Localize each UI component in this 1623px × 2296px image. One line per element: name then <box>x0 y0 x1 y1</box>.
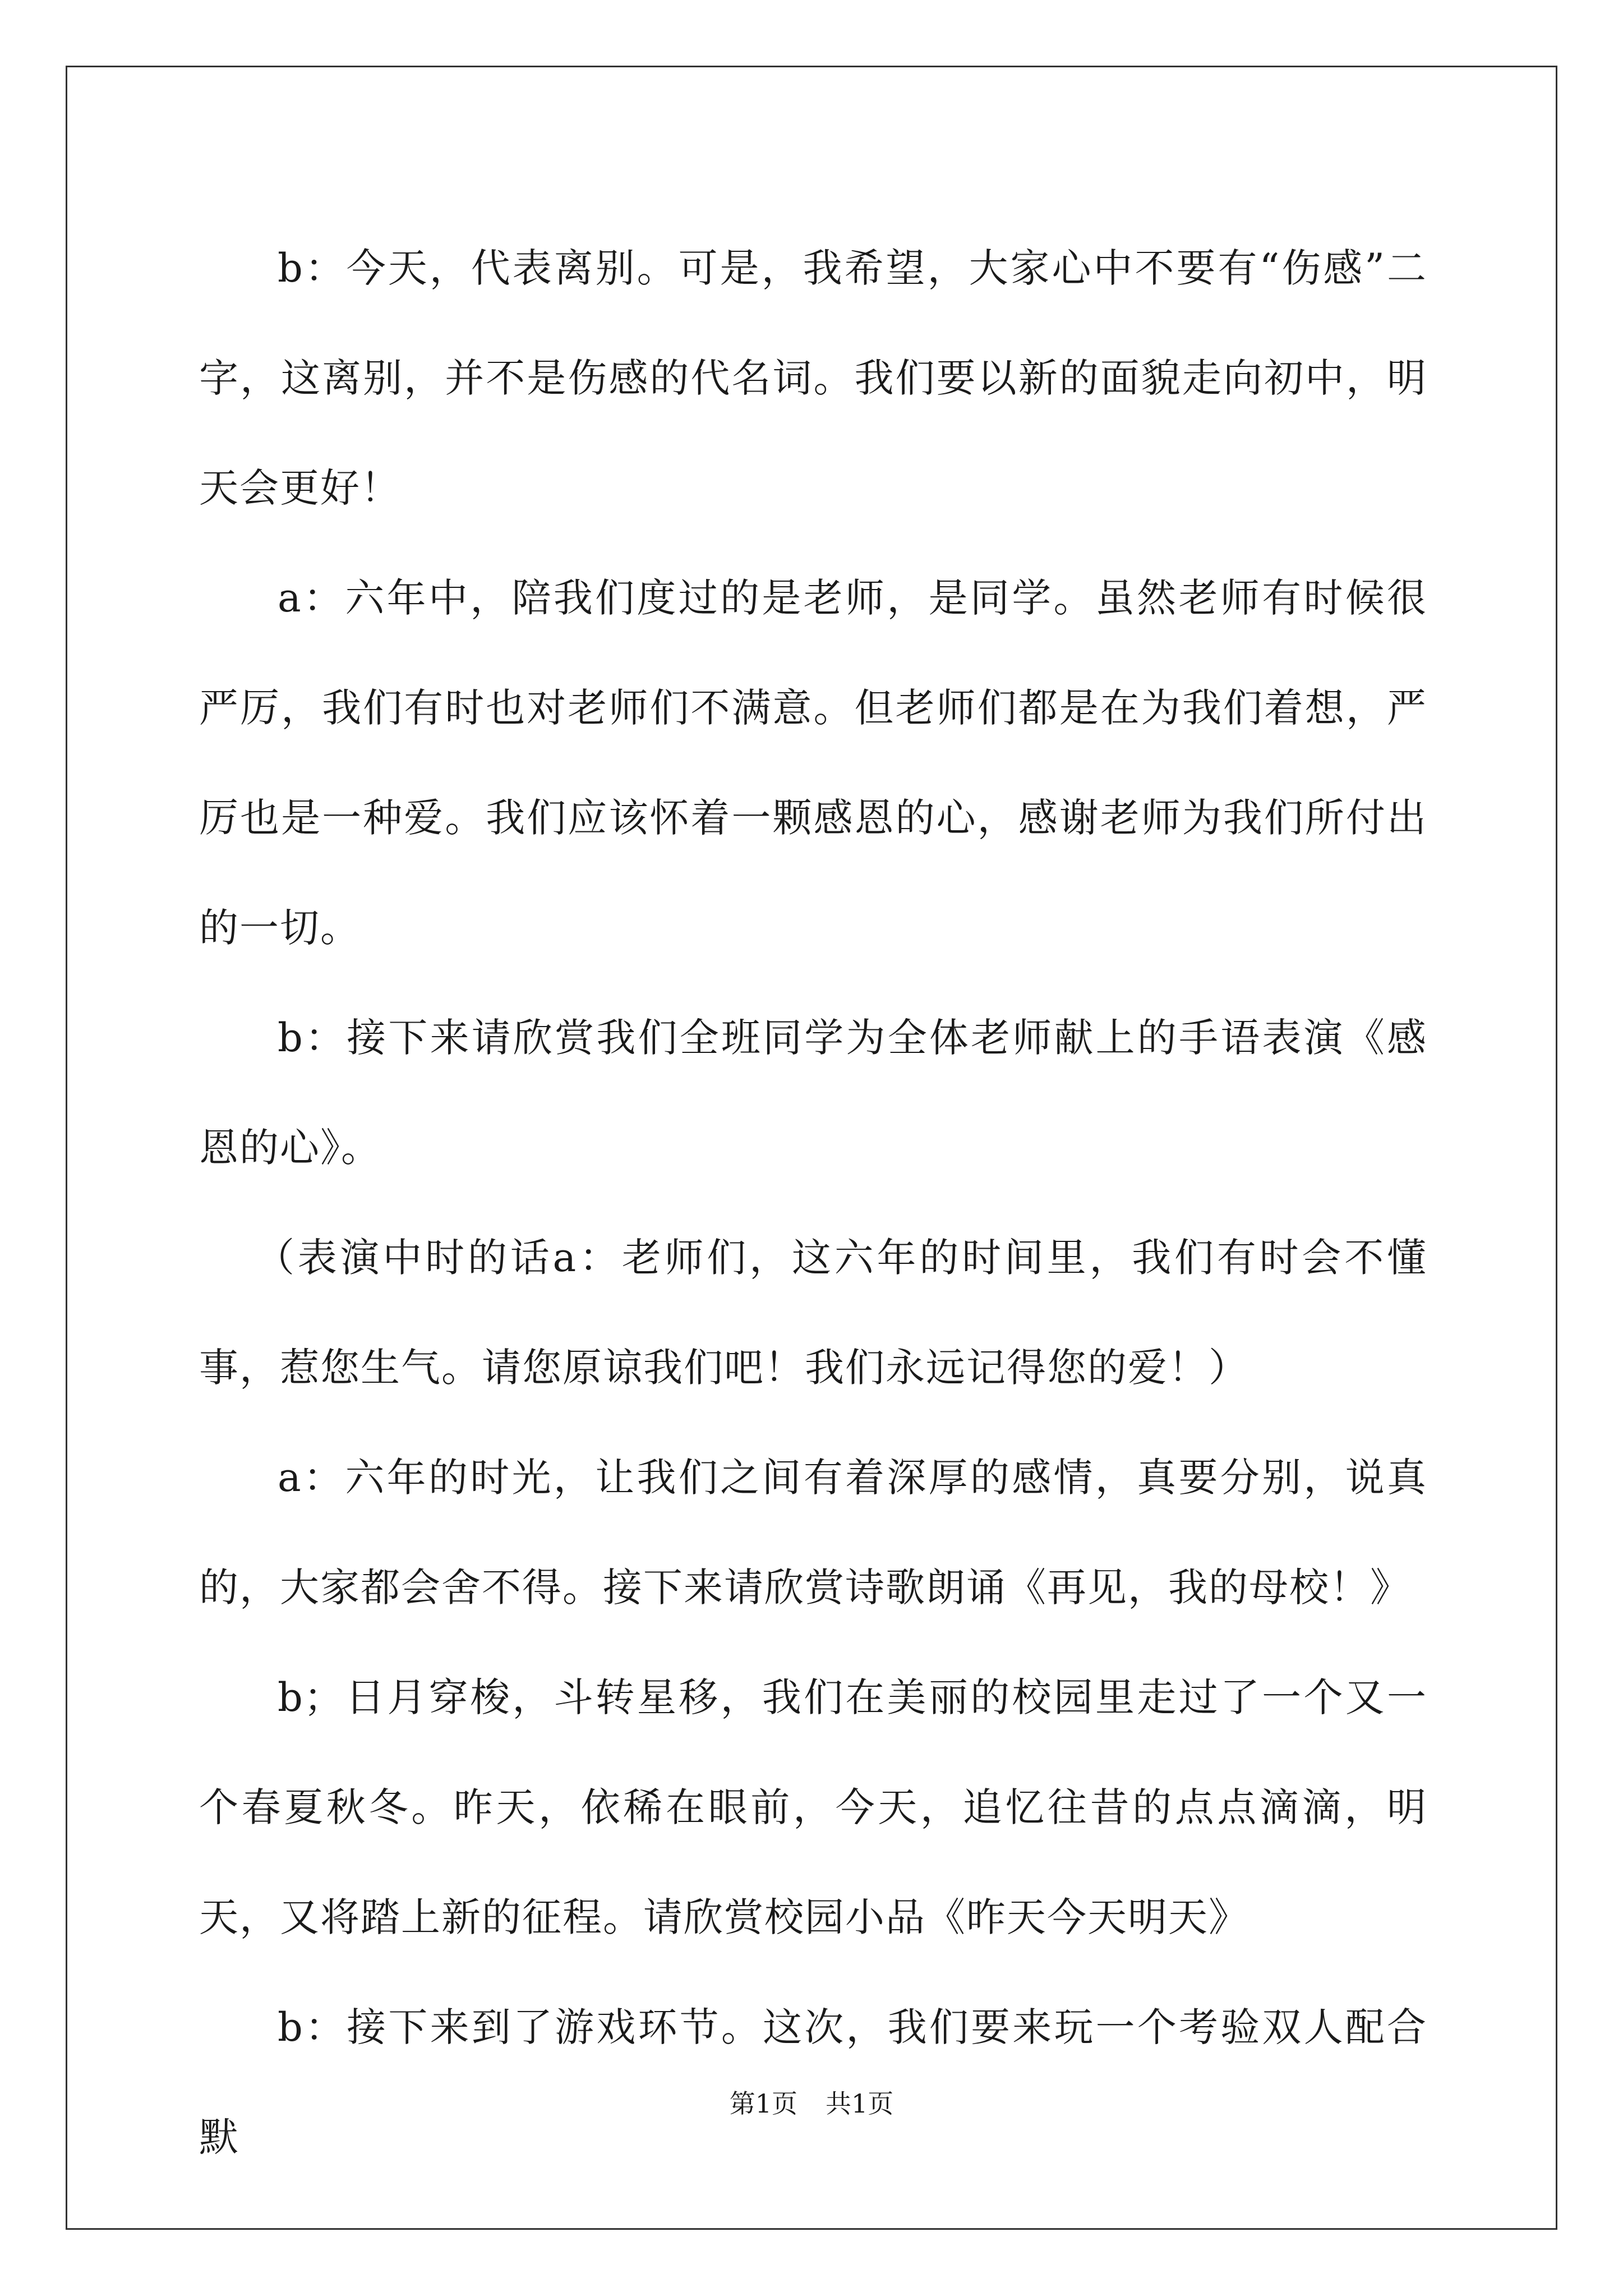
paragraph: b：接下来请欣赏我们全班同学为全体老师献上的手语表演《感恩的心》。 <box>199 1015 1427 1171</box>
page-footer <box>0 2087 1623 2120</box>
paragraph: a：六年的时光，让我们之间有着深厚的感情，真要分别，说真的，大家都会舍不得。接下来请欣赏诗歌朗诵《再见，我的母校！》 <box>199 1455 1427 1611</box>
paragraph: a：六年中，陪我们度过的是老师，是同学。虽然老师有时候很严厉，我们有时也对老师们不满意。但老师们都是在为我们着想，严厉也是一种爱。我们应该怀着一颗感恩的心，感谢老师为我们所付出的一切。 <box>199 575 1427 951</box>
paragraph: （表演中时的话a：老师们，这六年的时间里，我们有时会不懂事，惹您生气。请您原谅我们吧！我们永远记得您的爱！） <box>199 1235 1427 1391</box>
paragraph: b：接下来到了游戏环节。这次，我们要来玩一个考验双人配合默 <box>199 2004 1427 2160</box>
paragraph: b：今天，代表离别。可是，我希望，大家心中不要有“伤感”二字，这离别，并不是伤感的代名词。我们要以新的面貌走向初中，明天会更好！ <box>199 245 1427 511</box>
page-number: 第1页 <box>729 2088 797 2119</box>
document-body <box>199 213 1427 2192</box>
page-total: 共1页 <box>826 2088 894 2119</box>
paragraph: b；日月穿梭，斗转星移，我们在美丽的校园里走过了一个又一个春夏秋冬。昨天，依稀在眼前，今天，追忆往昔的点点滴滴，明天，又将踏上新的征程。请欣赏校园小品《昨天今天明天》 <box>199 1674 1427 1940</box>
